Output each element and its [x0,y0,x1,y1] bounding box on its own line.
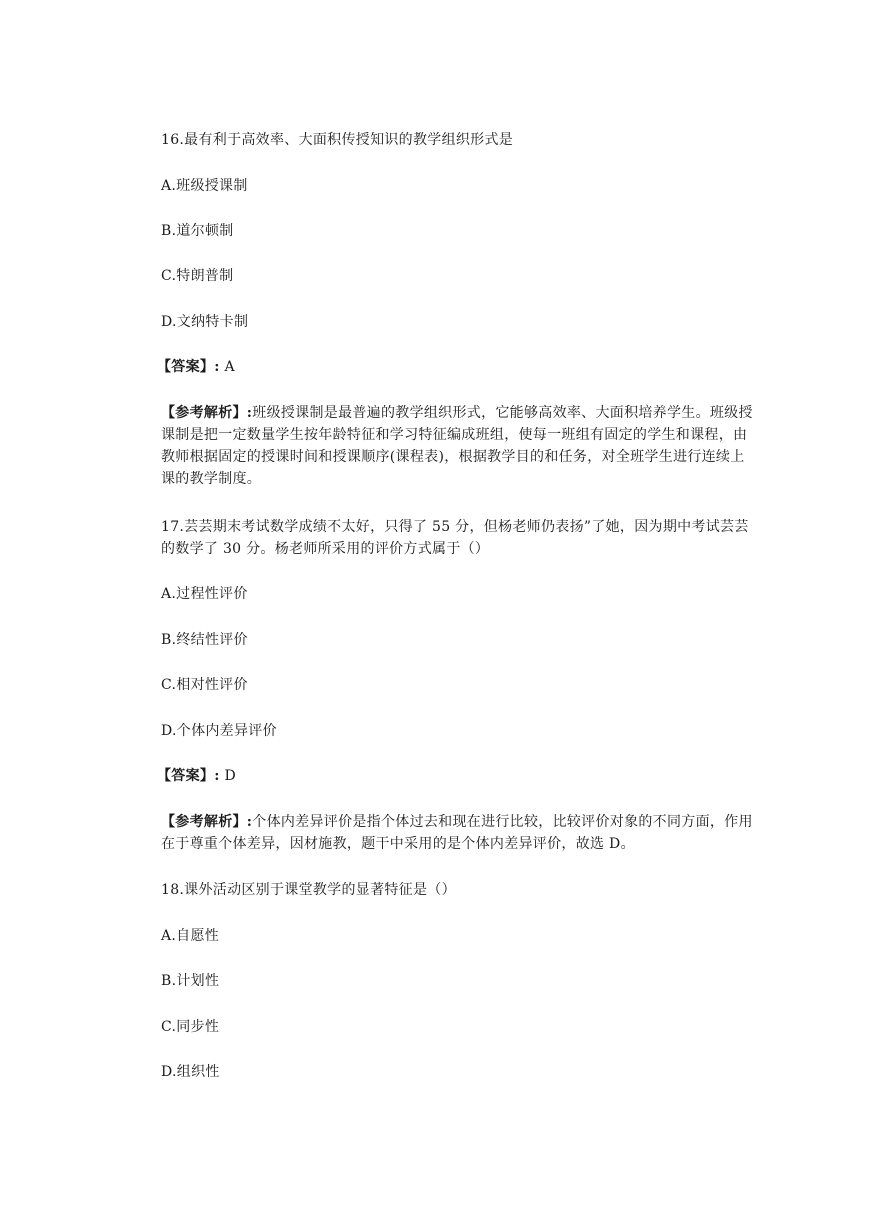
question-16-option-b: B.道尔顿制 [161,223,234,239]
question-16-option-c: C.特朗普制 [161,268,234,284]
question-18-stem: 18.课外活动区别于课堂教学的显著特征是（） [161,882,456,898]
question-18-option-d: D.组织性 [161,1064,220,1080]
question-18-option-b: B.计划性 [161,973,220,989]
question-17-option-b: B.终结性评价 [161,632,248,648]
question-16-stem: 16.最有利于高效率、大面积传授知识的教学组织形式是 [161,132,514,148]
answer-label: 【答案】: [157,359,220,375]
question-16-option-d: D.文纳特卡制 [161,314,249,330]
analysis-label: 【参考解析】: [161,814,253,830]
question-18-option-c: C.同步性 [161,1019,220,1035]
answer-value: A [224,359,235,375]
question-16-analysis [133,402,753,490]
analysis-label: 【参考解析】: [161,405,253,421]
analysis-text: 班级授课制是最普遍的教学组织形式，它能够高效率、大面积培养学生。班级授课制是把一定数量学生按年龄特征和学习特征编成班组，使每一班组有固定的学生和课程，由教师根据固定的授课时间和授课顺序(课程表)，根据教学目的和任务，对全班学生进行连续上课的教学制度。 [161,405,753,487]
question-17-option-a: A.过程性评价 [161,586,248,602]
question-16-option-a: A.班级授课制 [161,178,248,194]
answer-value: D [224,768,236,784]
question-18-option-a: A.自愿性 [161,928,220,944]
question-17-answer [157,765,236,787]
question-17-option-d: D.个体内差异评价 [161,723,277,739]
question-17-stem [133,516,753,560]
question-17-option-c: C.相对性评价 [161,677,248,693]
question-16-answer [157,356,235,378]
question-17-stem-text: 17.芸芸期末考试数学成绩不太好，只得了 55 分，但杨老师仍表扬”了她，因为期中考试芸芸的数学了 30 分。杨老师所采用的评价方式属于（） [161,519,749,557]
question-17-analysis [133,811,753,855]
analysis-text: 个体内差异评价是指个体过去和现在进行比较，比较评价对象的不同方面，作用在于尊重个体差异，因材施教，题干中采用的是个体内差异评价，故选 D。 [161,814,753,852]
answer-label: 【答案】: [157,768,220,784]
